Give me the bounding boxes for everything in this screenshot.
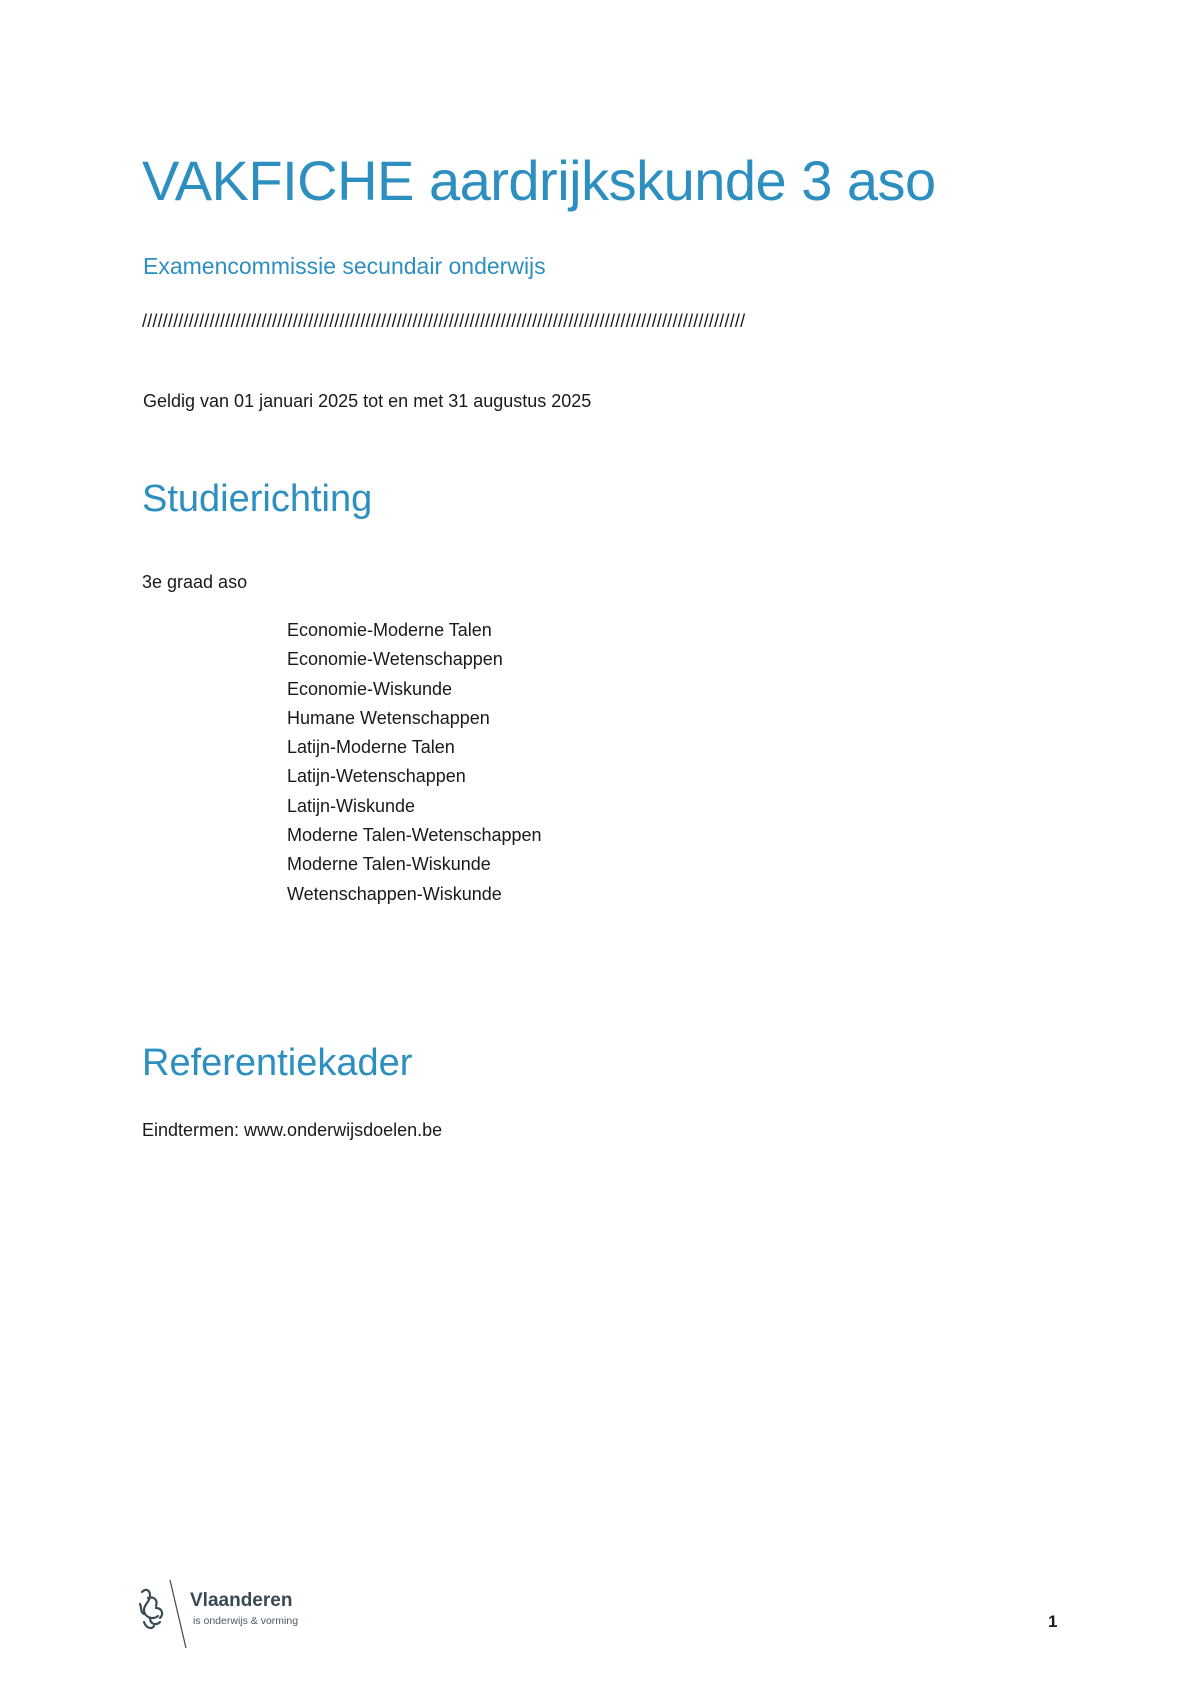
studierichting-heading: Studierichting	[142, 478, 373, 520]
eindtermen-link-text: Eindtermen: www.onderwijsdoelen.be	[142, 1120, 443, 1140]
page-number: 1	[1048, 1612, 1058, 1631]
studierichting-list	[287, 616, 542, 909]
list-item: Latijn-Moderne Talen	[287, 737, 455, 758]
list-item: Economie-Wetenschappen	[287, 649, 503, 670]
list-item: Economie-Wiskunde	[287, 678, 453, 699]
document-title: VAKFICHE aardrijkskunde 3 aso	[142, 149, 936, 212]
logo-wordmark: Vlaanderen	[190, 1590, 293, 1611]
list-item: Economie-Moderne Talen	[287, 620, 492, 640]
logo-tagline: is onderwijs & vorming	[193, 1615, 299, 1627]
referentiekader-heading: Referentiekader	[142, 1042, 413, 1084]
vlaanderen-logo	[136, 1578, 336, 1650]
graad-label: 3e graad aso	[142, 572, 248, 592]
document-subtitle: Examencommissie secundair onderwijs	[143, 253, 546, 279]
list-item: Humane Wetenschappen	[287, 707, 490, 728]
list-item: Wetenschappen-Wiskunde	[287, 883, 502, 904]
list-item: Moderne Talen-Wetenschappen	[287, 825, 542, 846]
validity-period: Geldig van 01 januari 2025 tot en met 31 augustus 2025	[143, 391, 592, 411]
flemish-lion-icon	[136, 1578, 188, 1650]
list-item: Latijn-Wetenschappen	[287, 766, 466, 787]
list-item: Latijn-Wiskunde	[287, 795, 416, 816]
separator-line: ////////////////////////////////////////////////////////////////////////////////////////////////////////////////////	[142, 311, 746, 331]
list-item: Moderne Talen-Wiskunde	[287, 854, 491, 875]
